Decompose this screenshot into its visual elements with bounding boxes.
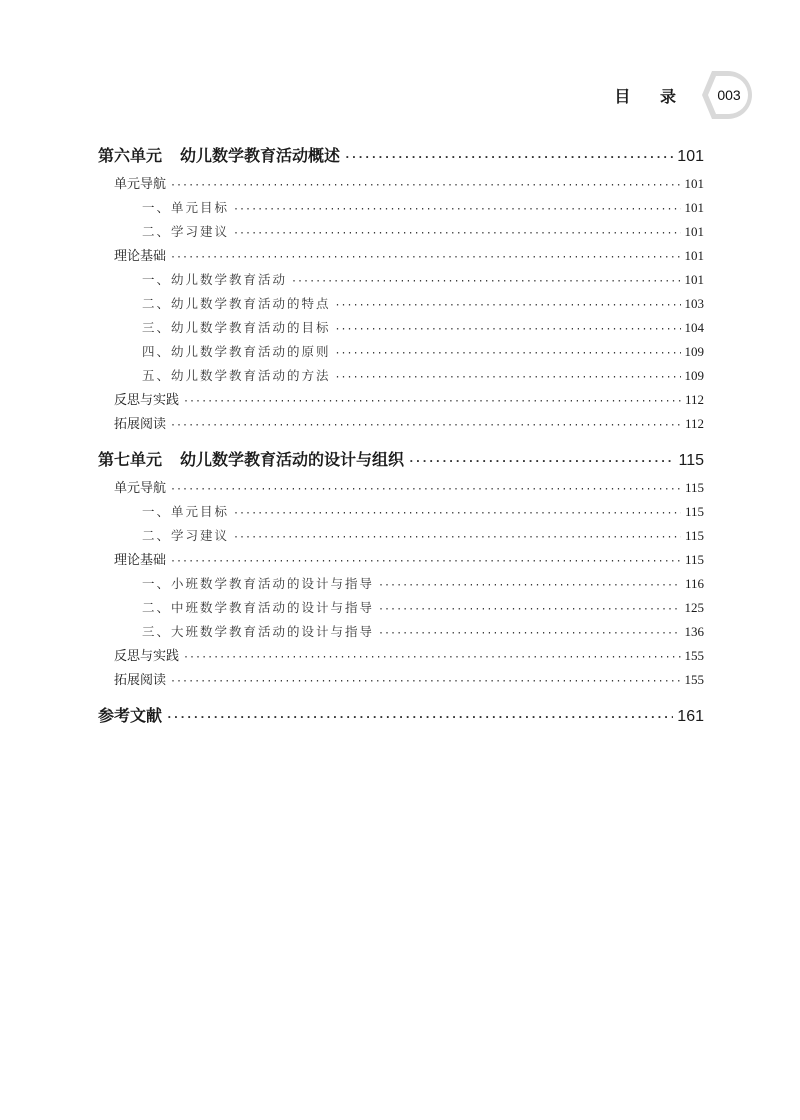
- entry-page: 101: [684, 272, 704, 287]
- toc-entry[interactable]: [98, 388, 704, 412]
- references-page: 161: [677, 708, 704, 725]
- entry-page: 101: [684, 176, 704, 191]
- entry-label: 一、单元目标: [142, 504, 230, 519]
- entry-label: 三、大班数学教育活动的设计与指导: [142, 624, 375, 639]
- entry-page: 101: [684, 224, 704, 239]
- toc-heading: 目 录: [614, 86, 688, 106]
- entry-page: 116: [684, 576, 704, 591]
- entry-label: 理论基础: [114, 249, 167, 264]
- entry-label: 单元导航: [114, 177, 167, 192]
- entry-page: 101: [684, 200, 704, 215]
- entry-label: 二、学习建议: [142, 224, 230, 239]
- unit-7-title: 幼儿数学教育活动的设计与组织: [180, 450, 405, 469]
- table-of-contents: [98, 140, 704, 732]
- entry-page: 103: [684, 296, 704, 311]
- toc-entry[interactable]: [98, 476, 704, 500]
- entry-label: 拓展阅读: [114, 417, 167, 432]
- leader-dots: [166, 702, 673, 734]
- entry-page: 104: [684, 320, 704, 335]
- leader-dots: [170, 670, 680, 694]
- entry-page: 115: [684, 528, 704, 543]
- unit-6-page: 101: [677, 148, 704, 165]
- entry-label: 单元导航: [114, 481, 167, 496]
- leader-dots: [335, 342, 681, 366]
- leader-dots: [378, 574, 681, 598]
- entry-label: 一、幼儿数学教育活动: [142, 272, 288, 287]
- leader-dots: [233, 222, 680, 246]
- leader-dots: [378, 622, 680, 646]
- toc-entry[interactable]: [98, 644, 704, 668]
- leader-dots: [378, 598, 680, 622]
- entry-page: 125: [684, 600, 704, 615]
- entry-page: 155: [684, 672, 704, 687]
- toc-entry[interactable]: [98, 316, 704, 340]
- toc-entry[interactable]: [98, 668, 704, 692]
- unit-7-page: 115: [678, 452, 704, 469]
- entry-page: 109: [684, 368, 704, 383]
- leader-dots: [170, 478, 681, 502]
- entry-page: 115: [684, 552, 704, 567]
- leader-dots: [233, 526, 681, 550]
- toc-entry[interactable]: [98, 412, 704, 436]
- leader-dots: [335, 294, 681, 318]
- leader-dots: [291, 270, 680, 294]
- toc-entry[interactable]: [98, 572, 704, 596]
- leader-dots: [170, 414, 681, 438]
- page-header: [614, 70, 754, 120]
- entry-page: 115: [684, 504, 704, 519]
- toc-references[interactable]: [98, 700, 704, 732]
- entry-label: 二、中班数学教育活动的设计与指导: [142, 600, 375, 615]
- leader-dots: [408, 446, 674, 478]
- unit-6-heading: [98, 140, 340, 172]
- unit-7-heading: [98, 444, 404, 476]
- entry-page: 155: [684, 648, 704, 663]
- toc-entry[interactable]: [98, 340, 704, 364]
- leader-dots: [335, 318, 681, 342]
- toc-entry[interactable]: [98, 620, 704, 644]
- leader-dots: [335, 366, 681, 390]
- entry-page: 109: [684, 344, 704, 359]
- entry-label: 一、小班数学教育活动的设计与指导: [142, 576, 375, 591]
- toc-entry[interactable]: [98, 364, 704, 388]
- leader-dots: [344, 142, 673, 174]
- toc-entry[interactable]: [98, 500, 704, 524]
- entry-page: 112: [684, 416, 704, 431]
- entry-label: 四、幼儿数学教育活动的原则: [142, 344, 331, 359]
- leader-dots: [170, 246, 680, 270]
- entry-page: 112: [684, 392, 704, 407]
- entry-label: 一、单元目标: [142, 200, 230, 215]
- toc-unit-7[interactable]: [98, 444, 704, 476]
- toc-entry[interactable]: [98, 548, 704, 572]
- leader-dots: [170, 550, 681, 574]
- entry-label: 二、学习建议: [142, 528, 230, 543]
- leader-dots: [183, 646, 680, 670]
- toc-entry[interactable]: [98, 244, 704, 268]
- entry-label: 二、幼儿数学教育活动的特点: [142, 296, 331, 311]
- entry-page: 136: [684, 624, 704, 639]
- entry-label: 反思与实践: [114, 649, 180, 664]
- entry-page: 115: [684, 480, 704, 495]
- leader-dots: [233, 198, 680, 222]
- entry-label: 三、幼儿数学教育活动的目标: [142, 320, 331, 335]
- toc-entry[interactable]: [98, 524, 704, 548]
- leader-dots: [233, 502, 681, 526]
- toc-entry[interactable]: [98, 220, 704, 244]
- entry-page: 101: [684, 248, 704, 263]
- unit-7-number: 第七单元: [98, 450, 163, 469]
- toc-entry[interactable]: [98, 292, 704, 316]
- toc-unit-6[interactable]: [98, 140, 704, 172]
- toc-entry[interactable]: [98, 172, 704, 196]
- references-title: 参考文献: [98, 706, 163, 725]
- entry-label: 五、幼儿数学教育活动的方法: [142, 368, 331, 383]
- leader-dots: [170, 174, 680, 198]
- entry-label: 拓展阅读: [114, 673, 167, 688]
- unit-6-title: 幼儿数学教育活动概述: [180, 146, 341, 165]
- toc-entry[interactable]: [98, 268, 704, 292]
- page-number-badge: [698, 70, 754, 120]
- toc-entry[interactable]: [98, 196, 704, 220]
- unit-6-number: 第六单元: [98, 146, 163, 165]
- entry-label: 反思与实践: [114, 393, 180, 408]
- page-number: 003: [717, 87, 741, 103]
- leader-dots: [183, 390, 681, 414]
- entry-label: 理论基础: [114, 553, 167, 568]
- toc-entry[interactable]: [98, 596, 704, 620]
